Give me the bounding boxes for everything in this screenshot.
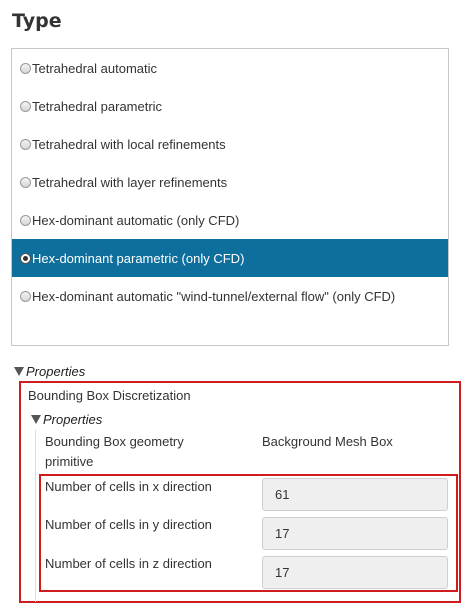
tree-guide-line: [35, 430, 36, 602]
type-option-hex-dominant-wind-tunnel[interactable]: [12, 277, 448, 315]
type-option-tetrahedral-automatic[interactable]: [12, 49, 448, 87]
type-option-label: Tetrahedral automatic: [32, 60, 158, 76]
type-option-label: Hex-dominant parametric (only CFD): [32, 250, 245, 266]
inner-properties-toggle[interactable]: [31, 412, 102, 427]
type-option-label: Tetrahedral parametric: [32, 98, 163, 114]
properties-header-label: Properties: [26, 364, 86, 379]
radio-button-icon[interactable]: [20, 215, 31, 226]
cells-y-label: Number of cells in y direction: [45, 517, 212, 532]
triangle-down-icon[interactable]: [14, 367, 24, 376]
type-option-tetrahedral-local-refinements[interactable]: [12, 125, 448, 163]
type-option-hex-dominant-automatic[interactable]: [12, 201, 448, 239]
radio-button-icon[interactable]: [20, 63, 31, 74]
cells-z-label: Number of cells in z direction: [45, 556, 212, 571]
cells-x-input[interactable]: [262, 478, 448, 511]
radio-button-icon[interactable]: [20, 291, 31, 302]
geometry-primitive-value[interactable]: Background Mesh Box: [262, 434, 393, 449]
bounding-box-discretization-title: Bounding Box Discretization: [28, 388, 191, 403]
type-heading: Type: [12, 10, 62, 32]
radio-button-icon[interactable]: [20, 101, 31, 112]
type-option-tetrahedral-parametric[interactable]: [12, 87, 448, 125]
cells-z-input[interactable]: [262, 556, 448, 589]
type-option-label: Tetrahedral with layer refinements: [32, 174, 228, 190]
radio-button-checked-icon[interactable]: [20, 253, 31, 264]
geometry-primitive-label: Bounding Box geometry primitive: [45, 434, 184, 469]
inner-properties-header-label: Properties: [43, 412, 103, 427]
cells-y-input[interactable]: [262, 517, 448, 550]
radio-button-icon[interactable]: [20, 139, 31, 150]
type-option-label: Hex-dominant automatic "wind-tunnel/external flow" (only CFD): [32, 288, 396, 304]
type-option-label: Hex-dominant automatic (only CFD): [32, 212, 240, 228]
type-option-label: Tetrahedral with local refinements: [32, 136, 226, 152]
type-option-tetrahedral-layer-refinements[interactable]: [12, 163, 448, 201]
type-option-hex-dominant-parametric[interactable]: [12, 239, 448, 277]
radio-button-icon[interactable]: [20, 177, 31, 188]
type-radio-list: [11, 48, 449, 346]
cells-x-label: Number of cells in x direction: [45, 479, 212, 494]
triangle-down-icon[interactable]: [31, 415, 41, 424]
properties-toggle[interactable]: [14, 364, 85, 379]
